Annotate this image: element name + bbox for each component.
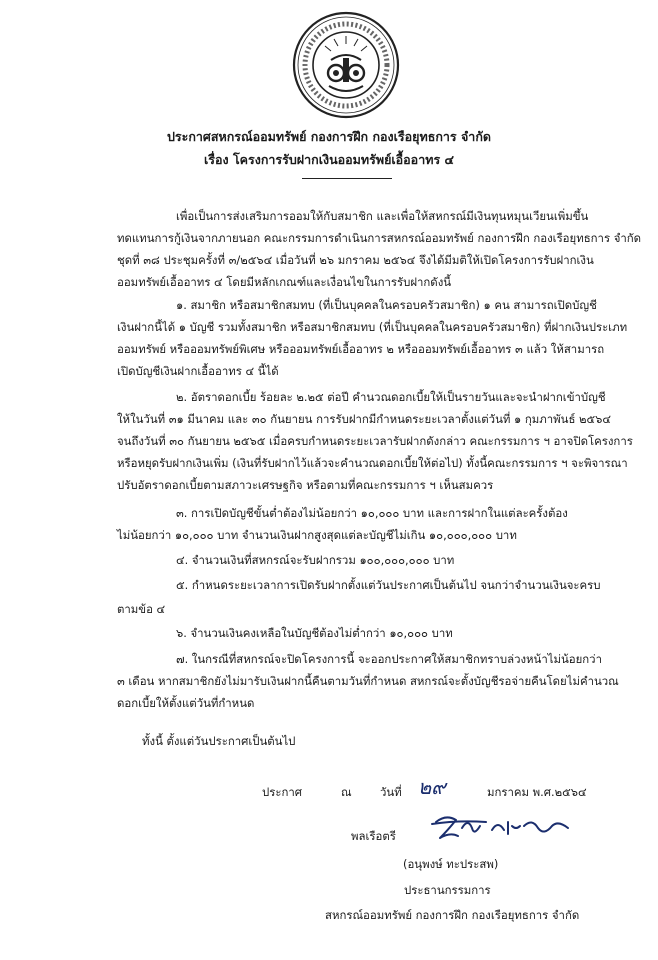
announcement-subject: เรื่อง โครงการรับฝากเงินออมทรัพย์เอื้ออาทร ๔ bbox=[204, 152, 454, 167]
handwritten-signature bbox=[428, 808, 578, 848]
item-2-line-5: ปรับอัตราดอกเบี้ยตามสภาวะเศรษฐกิจ หรือตามที่คณะกรรมการ ฯ เห็นสมควร bbox=[117, 478, 494, 492]
item-7-line-2: ๓ เดือน หากสมาชิกยังไม่มารับเงินฝากนี้คืนตามวันที่กำหนด สหกรณ์จะตั้งบัญชีรอจ่ายคืนโดยไม่คำนวณ bbox=[117, 674, 619, 688]
item-7-line-1: ๗. ในกรณีที่สหกรณ์จะปิดโครงการนี้ จะออกประกาศให้สมาชิกทราบล่วงหน้าไม่น้อยกว่า bbox=[176, 652, 602, 666]
signer-organization: สหกรณ์ออมทรัพย์ กองการฝึก กองเรือยุทธการ จำกัด bbox=[325, 908, 580, 922]
item-2-line-4: หรือหยุดรับฝากเงินเพิ่ม (เงินที่รับฝากไว้แล้วจะคำนวณดอกเบี้ยให้ต่อไป) ทั้งนี้คณะกรรมการ ฯ จะพิจารณา bbox=[117, 456, 628, 470]
item-1-line-1: ๑. สมาชิก หรือสมาชิกสมทบ (ที่เป็นบุคคลในครอบครัวสมาชิก) ๑ คน สามารถเปิดบัญชี bbox=[176, 298, 597, 312]
item-1-line-4: เปิดบัญชีเงินฝากเอื้ออาทร ๔ นี้ได้ bbox=[117, 364, 279, 378]
intro-line-4: ออมทรัพย์เอื้ออาทร ๔ โดยมีหลักเกณฑ์และเงื่อนไขในการรับฝากดังนี้ bbox=[117, 275, 452, 289]
intro-line-3: ชุดที่ ๓๘ ประชุมครั้งที่ ๓/๒๕๖๔ เมื่อวันที่ ๒๖ มกราคม ๒๕๖๔ จึงได้มีมติให้เปิดโครงการรับฝากเงิน bbox=[117, 253, 594, 267]
handwritten-day: ๒๙ bbox=[418, 775, 446, 799]
intro-line-2: ทดแทนการกู้เงินจากภายนอก คณะกรรมการดำเนินการสหกรณ์ออมทรัพย์ กองการฝึก กองเรือยุทธการ จำกัด bbox=[117, 231, 642, 245]
item-5-line-1: ๕. กำหนดระยะเวลาการเปิดรับฝากตั้งแต่วันประกาศเป็นต้นไป จนกว่าจำนวนเงินจะครบ bbox=[176, 578, 601, 592]
effective-statement: ทั้งนี้ ตั้งแต่วันประกาศเป็นต้นไป bbox=[142, 734, 296, 748]
item-2-line-3: จนถึงวันที่ ๓๐ กันยายน ๒๕๖๕ เมื่อครบกำหนดระยะเวลารับฝากดังกล่าว คณะกรรมการ ฯ อาจปิดโครงการ bbox=[117, 434, 633, 448]
item-2-line-2: ให้ในวันที่ ๓๑ มีนาคม และ ๓๐ กันยายน การรับฝากมีกำหนดระยะเวลาตั้งแต่วันที่ ๑ กุมภาพันธ์ ๒๕๖๔ bbox=[117, 412, 611, 426]
cooperative-seal-logo bbox=[291, 10, 401, 120]
signer-position: ประธานกรรมการ bbox=[404, 883, 491, 897]
item-3-line-2: ไม่น้อยกว่า ๑๐,๐๐๐ บาท จำนวนเงินฝากสูงสุดแต่ละบัญชีไม่เกิน ๑๐,๐๐๐,๐๐๐ บาท bbox=[117, 528, 517, 542]
item-2-line-1: ๒. อัตราดอกเบี้ย ร้อยละ ๒.๒๕ ต่อปี คำนวณดอกเบี้ยให้เป็นรายวันและจะนำฝากเข้าบัญชี bbox=[176, 390, 606, 404]
title-divider bbox=[302, 178, 392, 179]
item-6-line: ๖. จำนวนเงินคงเหลือในบัญชีต้องไม่ต่ำกว่า ๑๐,๐๐๐ บาท bbox=[176, 626, 453, 640]
rank-label: พลเรือตรี bbox=[351, 829, 396, 843]
item-4-line: ๔. จำนวนเงินที่สหกรณ์จะรับฝากรวม ๑๐๐,๐๐๐,๐๐๐ บาท bbox=[176, 553, 455, 567]
item-7-line-3: ดอกเบี้ยให้ตั้งแต่วันที่กำหนด bbox=[117, 696, 255, 710]
month-year: มกราคม พ.ศ.๒๕๖๔ bbox=[487, 785, 587, 799]
at-label: ณ bbox=[341, 785, 352, 799]
date-label: วันที่ bbox=[380, 785, 402, 799]
announcement-title: ประกาศสหกรณ์ออมทรัพย์ กองการฝึก กองเรือยุทธการ จำกัด bbox=[166, 129, 492, 144]
intro-line-1: เพื่อเป็นการส่งเสริมการออมให้กับสมาชิก และเพื่อให้สหกรณ์มีเงินทุนหมุนเวียนเพิ่มขึ้น bbox=[176, 209, 589, 223]
item-1-line-3: ออมทรัพย์ หรือออมทรัพย์พิเศษ หรือออมทรัพย์เอื้ออาทร ๒ หรือออมทรัพย์เอื้ออาทร ๓ แล้ว ให้สามารถ bbox=[117, 342, 605, 356]
announced-label: ประกาศ bbox=[262, 785, 302, 799]
item-3-line-1: ๓. การเปิดบัญชีขั้นต่ำต้องไม่น้อยกว่า ๑๐,๐๐๐ บาท และการฝากในแต่ละครั้งต้อง bbox=[176, 506, 568, 520]
item-1-line-2: เงินฝากนี้ได้ ๑ บัญชี รวมทั้งสมาชิก หรือสมาชิกสมทบ (ที่เป็นบุคคลในครอบครัวสมาชิก) ที่ฝากเงินประเภท bbox=[117, 320, 628, 334]
item-5-line-2: ตามข้อ ๔ bbox=[117, 602, 166, 616]
signer-name: (อนุพงษ์ ทะประสพ) bbox=[403, 857, 499, 871]
